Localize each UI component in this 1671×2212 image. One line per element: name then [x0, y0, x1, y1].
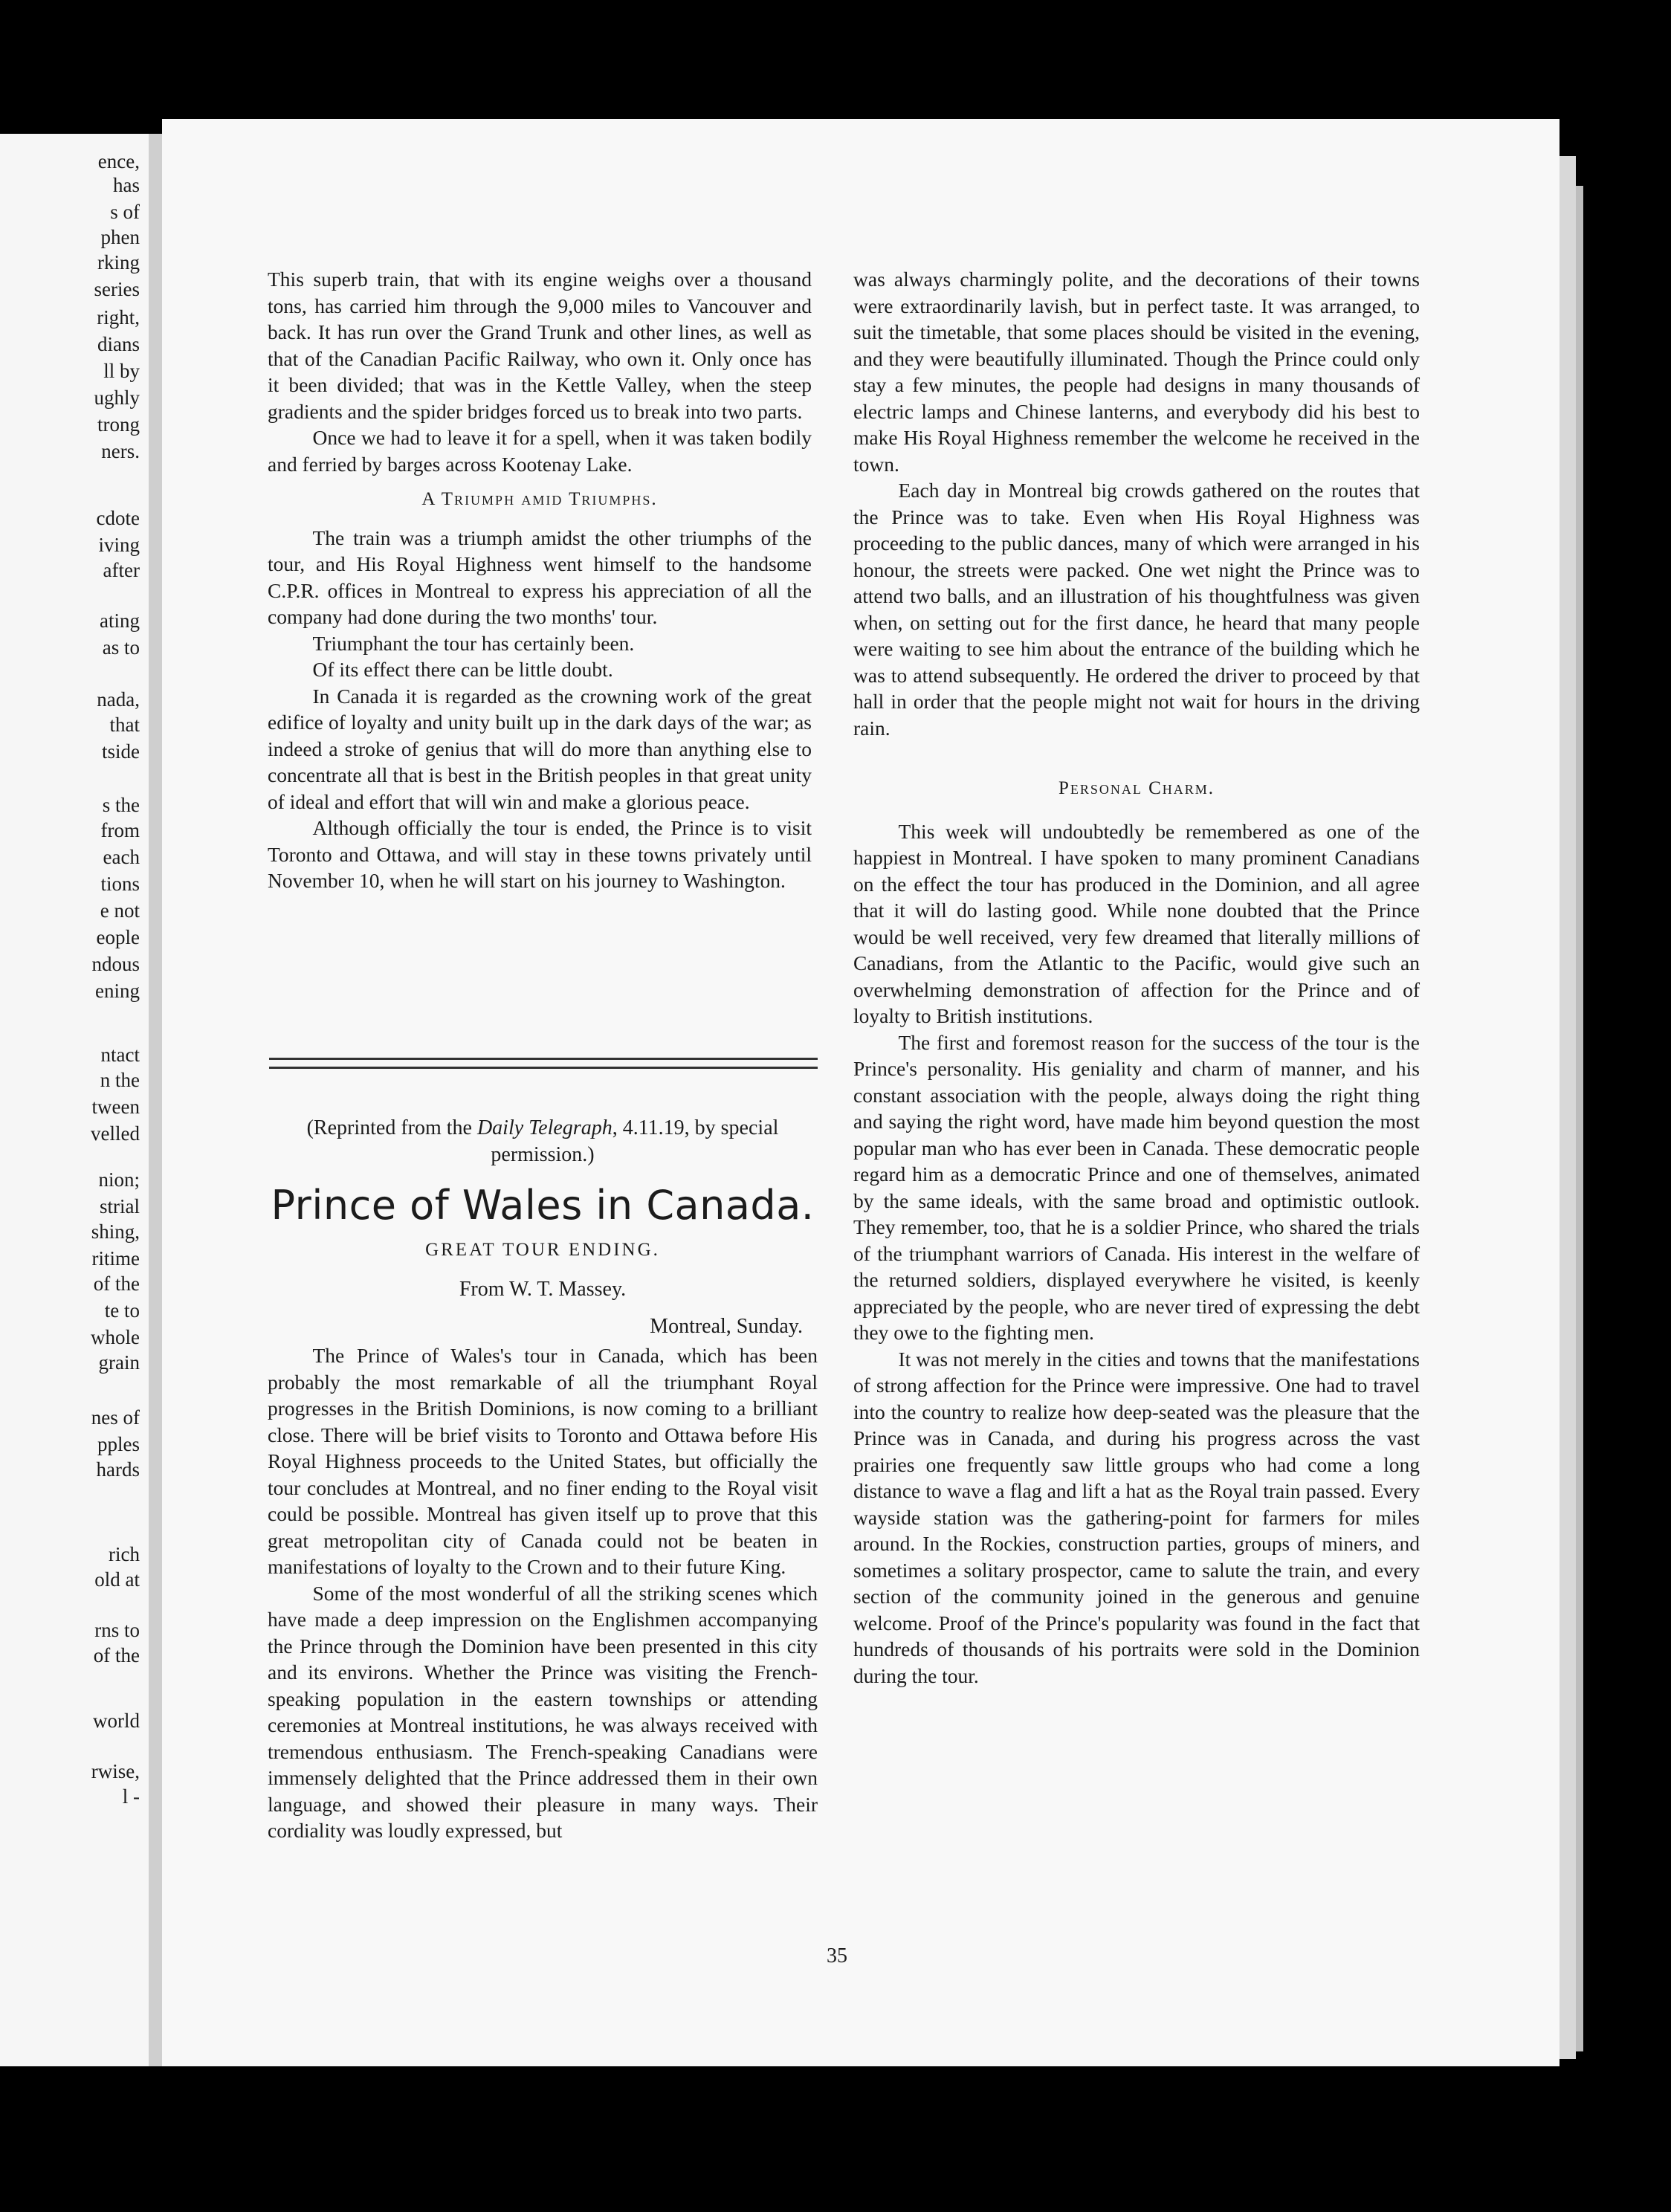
article-byline: From W. T. Massey.: [459, 1278, 627, 1301]
paragraph: Some of the most wonderful of all the striking scenes which have made a deep impression on the Englishmen accompanying the Prince through the Dominion have been presented in this city and its environs. Whether the Prince was visiting the French-speaking population in the eastern townships or attending ceremonies at Montreal institutions, he was always received with tremendous enthusiasm. The French-speaking Canadians were immensely delighted that the Prince addressed them in their own language, and showed their pleasure in many ways. Their cordiality was loudly expressed, but: [268, 1581, 818, 1842]
left-page-text-fragment: ence,: [97, 150, 140, 172]
paragraph: The train was a triumph amidst the other triumphs of the tour, and His Royal Highness went himself to the handsome C.P.R. offices in Montreal to express his appreciation of all the company had done during the two months' tour.: [268, 525, 812, 628]
left-page-text-fragment: ll by: [103, 360, 140, 382]
left-page-text-fragment: tside: [102, 740, 140, 763]
left-page-text-fragment: rking: [97, 251, 140, 274]
left-page-text-fragment: ndous: [91, 953, 140, 975]
paragraph: The Prince of Wales's tour in Canada, which has been probably the most remarkable of all the triumphant Royal progresses in the British Dominions, is now coming to a brilliant close. There will be brief visits to Toronto and Ottawa before His Royal Highness proceeds to the United States, but officially the tour concludes at Montreal, and no finer ending to the Royal visit could be possible. Montreal has given itself up to prove that this great metropolitan city of Canada could not be beaten in manifestations of loyalty to the Crown and to their future King.: [268, 1344, 818, 1578]
left-page-text-fragment: nada,: [97, 688, 140, 711]
left-page-text-fragment: velled: [91, 1122, 140, 1145]
left-page-text-fragment: rwise,: [91, 1760, 140, 1782]
paragraph: This superb train, that with its engine weighs over a thousand tons, has carried him through the 9,000 miles to Vancouver and back. It has run over the Grand Trunk and other lines, as well as that of the Canadian Pacific Railway, who own it. Only once has it been divided; that was in the Kettle Valley, when the steep gradients and the spider bridges forced us to break into two parts.: [268, 268, 812, 423]
left-page-text-fragment: s the: [102, 794, 140, 816]
left-page-text-fragment: ners.: [101, 440, 140, 462]
section-heading: A Triumph amid Triumphs.: [421, 489, 658, 509]
left-page-text-fragment: each: [103, 846, 140, 868]
left-page-text-fragment: nion;: [98, 1168, 140, 1191]
left-page-text-fragment: of the: [93, 1644, 140, 1666]
left-page-text-fragment: whole: [91, 1326, 140, 1348]
left-page-text-fragment: from: [100, 819, 140, 841]
left-page-text-fragment: pples: [97, 1433, 140, 1455]
double-rule: [269, 1058, 818, 1069]
left-page-text-fragment: ening: [95, 980, 140, 1002]
article-title: Prince of Wales in Canada.: [271, 1182, 815, 1229]
left-page-text-fragment: tions: [100, 873, 140, 895]
left-page-text-fragment: phen: [100, 226, 140, 248]
left-page-text-fragment: old at: [94, 1568, 140, 1591]
left-page-text-fragment: s of: [110, 201, 140, 223]
column-2: [853, 266, 1420, 1689]
left-page-text-fragment: trong: [97, 413, 140, 436]
left-page-text-fragment: iving: [98, 534, 140, 556]
left-page-text-fragment: ntact: [100, 1044, 140, 1066]
left-page-text-fragment: ughly: [94, 387, 140, 409]
paragraph: Triumphant the tour has certainly been.: [312, 631, 635, 655]
left-page-text-fragment: world: [93, 1710, 140, 1732]
paragraph: In Canada it is regarded as the crowning work of the great edifice of loyalty and unity built up in the dark days of the war; as indeed a stroke of genius that will do more than anything else to concentrate all that is best in the British peoples in that great unity of ideal and effort that will win and make a glorious peace.: [268, 684, 812, 813]
left-page-text-fragment: e not: [100, 899, 140, 922]
left-page-text-fragment: strial: [100, 1195, 140, 1217]
article-dateline: Montreal, Sunday.: [650, 1314, 803, 1338]
left-page-text-fragment: ritime: [91, 1247, 140, 1270]
left-page-text-fragment: eople: [96, 926, 140, 948]
reprint-text: , 4.11.19, by special permission.): [491, 1116, 779, 1166]
left-page-text-fragment: l -: [122, 1785, 140, 1808]
article-subtitle: GREAT TOUR ENDING.: [425, 1239, 660, 1260]
page-edge: [1560, 156, 1576, 2059]
left-page-text-fragment: cdote: [96, 507, 140, 529]
rule-line: [269, 1058, 818, 1060]
left-page-text-fragment: rns to: [94, 1619, 140, 1641]
paragraph: The first and foremost reason for the success of the tour is the Prince's personality. His geniality and charm of manner, and his constant association with the people, always doing the right thing and saying the right word, have made him beyond question the most popular man who has ever been in Canada. These democratic people regard him as a democratic Prince and one of themselves, animated by the same ideals, with the same broad and optimistic outlook. They remember, too, that he is a soldier Prince, who shared the trials of the triumphant warriors of Canada. His interest in the welfare of the returned soldiers, displayed everywhere he visited, is keenly appreciated by the people, who are never tired of expressing the debt they owe to the fighting men.: [853, 1030, 1420, 1344]
left-page-text-fragment: n the: [100, 1069, 140, 1091]
left-page-text-fragment: of the: [93, 1272, 140, 1295]
left-page-text-fragment: series: [94, 278, 140, 300]
paragraph: Of its effect there can be little doubt.: [312, 658, 613, 681]
page-number: 35: [827, 1944, 847, 1967]
left-page-text-fragment: te to: [104, 1299, 140, 1322]
left-page-text-fragment: nes of: [91, 1406, 140, 1429]
left-page-text-fragment: dians: [97, 333, 140, 355]
left-page-text-fragment: has: [113, 174, 140, 196]
left-page-fragment: [0, 134, 149, 2066]
page-edge-shadow: [1576, 186, 1583, 2051]
reprint-source: Daily Telegraph: [476, 1116, 613, 1139]
book-gutter: [149, 134, 162, 2066]
left-page-text-fragment: hards: [96, 1458, 140, 1481]
article-column: [268, 1115, 818, 1844]
left-page-text-fragment: that: [109, 714, 140, 736]
column-1: [268, 266, 812, 894]
paragraph: Once we had to leave it for a spell, when it was taken bodily and ferried by barges across Kootenay Lake.: [268, 426, 812, 476]
paragraph: Although officially the tour is ended, the Prince is to visit Toronto and Ottawa, and will stay in these towns privately until November 10, when he will start on his journey to Washington.: [268, 816, 812, 892]
left-page-text-fragment: as to: [102, 636, 140, 659]
left-page-text-fragment: rich: [109, 1543, 140, 1565]
left-page-text-fragment: tween: [91, 1096, 140, 1118]
left-page-text-fragment: grain: [98, 1351, 140, 1374]
paragraph: Each day in Montreal big crowds gathered on the routes that the Prince was to take. Even when His Royal Highness was proceeding to the public dances, many of which were arranged in his honour, the streets were packed. One wet night the Prince was to attend two balls, and an illustration of his thoughtfulness was given when, on setting out for the first dance, he heard that many people were waiting to see him about the entrance of the building which he was to attend subsequently. He ordered the driver to proceed by that hall in order that the people might not wait for hours in the driving rain.: [853, 479, 1420, 740]
left-page-text-fragment: after: [103, 559, 140, 581]
paragraph: was always charmingly polite, and the decorations of their towns were extraordinarily lavish, but in perfect taste. It was arranged, to suit the timetable, that some places should be visited in the evening, and they were beautifully illuminated. Though the Prince could only stay a few minutes, the people had designs in many thousands of electric lamps and Chinese lanterns, and everybody did his best to make His Royal Highness remember the welcome he received in the town.: [853, 268, 1420, 476]
left-page-text-fragment: ating: [100, 609, 140, 632]
left-page-text-fragment: right,: [97, 306, 140, 329]
reprint-text: (Reprinted from the: [306, 1116, 477, 1139]
paragraph: It was not merely in the cities and towns that the manifestations of strong affection for the Prince were impressive. One had to travel into the country to realize how deep-seated was the pleasure that the Prince was in Canada, and during his progress across the vast prairies one frequently saw little groups who had come a long distance to wave a flag and lift a hat as the Royal train passed. Every wayside station was the gathering-point for farmers for miles around. In the Rockies, construction parties, groups of miners, and sometimes a solitary prospector, came to salute the train, and every section of the community joined in the generous and genuine welcome. Proof of the Prince's popularity was found in the fact that hundreds of thousands of his portraits were sold in the Dominion during the tour.: [853, 1347, 1420, 1687]
reprint-note: [268, 1115, 818, 1168]
paragraph: This week will undoubtedly be remembered as one of the happiest in Montreal. I have spoken to many prominent Canadians on the effect the tour has produced in the Dominion, and all agree that it will do lasting good. While none doubted that the Prince would be well received, very few dreamed that literally millions of Canadians, from the Atlantic to the Pacific, would give such an overwhelming demonstration of affection for the Prince and of loyalty to British institutions.: [853, 819, 1420, 1027]
section-heading: Personal Charm.: [1058, 778, 1215, 798]
rule-line: [269, 1067, 818, 1069]
left-page-text-fragment: shing,: [91, 1220, 140, 1243]
